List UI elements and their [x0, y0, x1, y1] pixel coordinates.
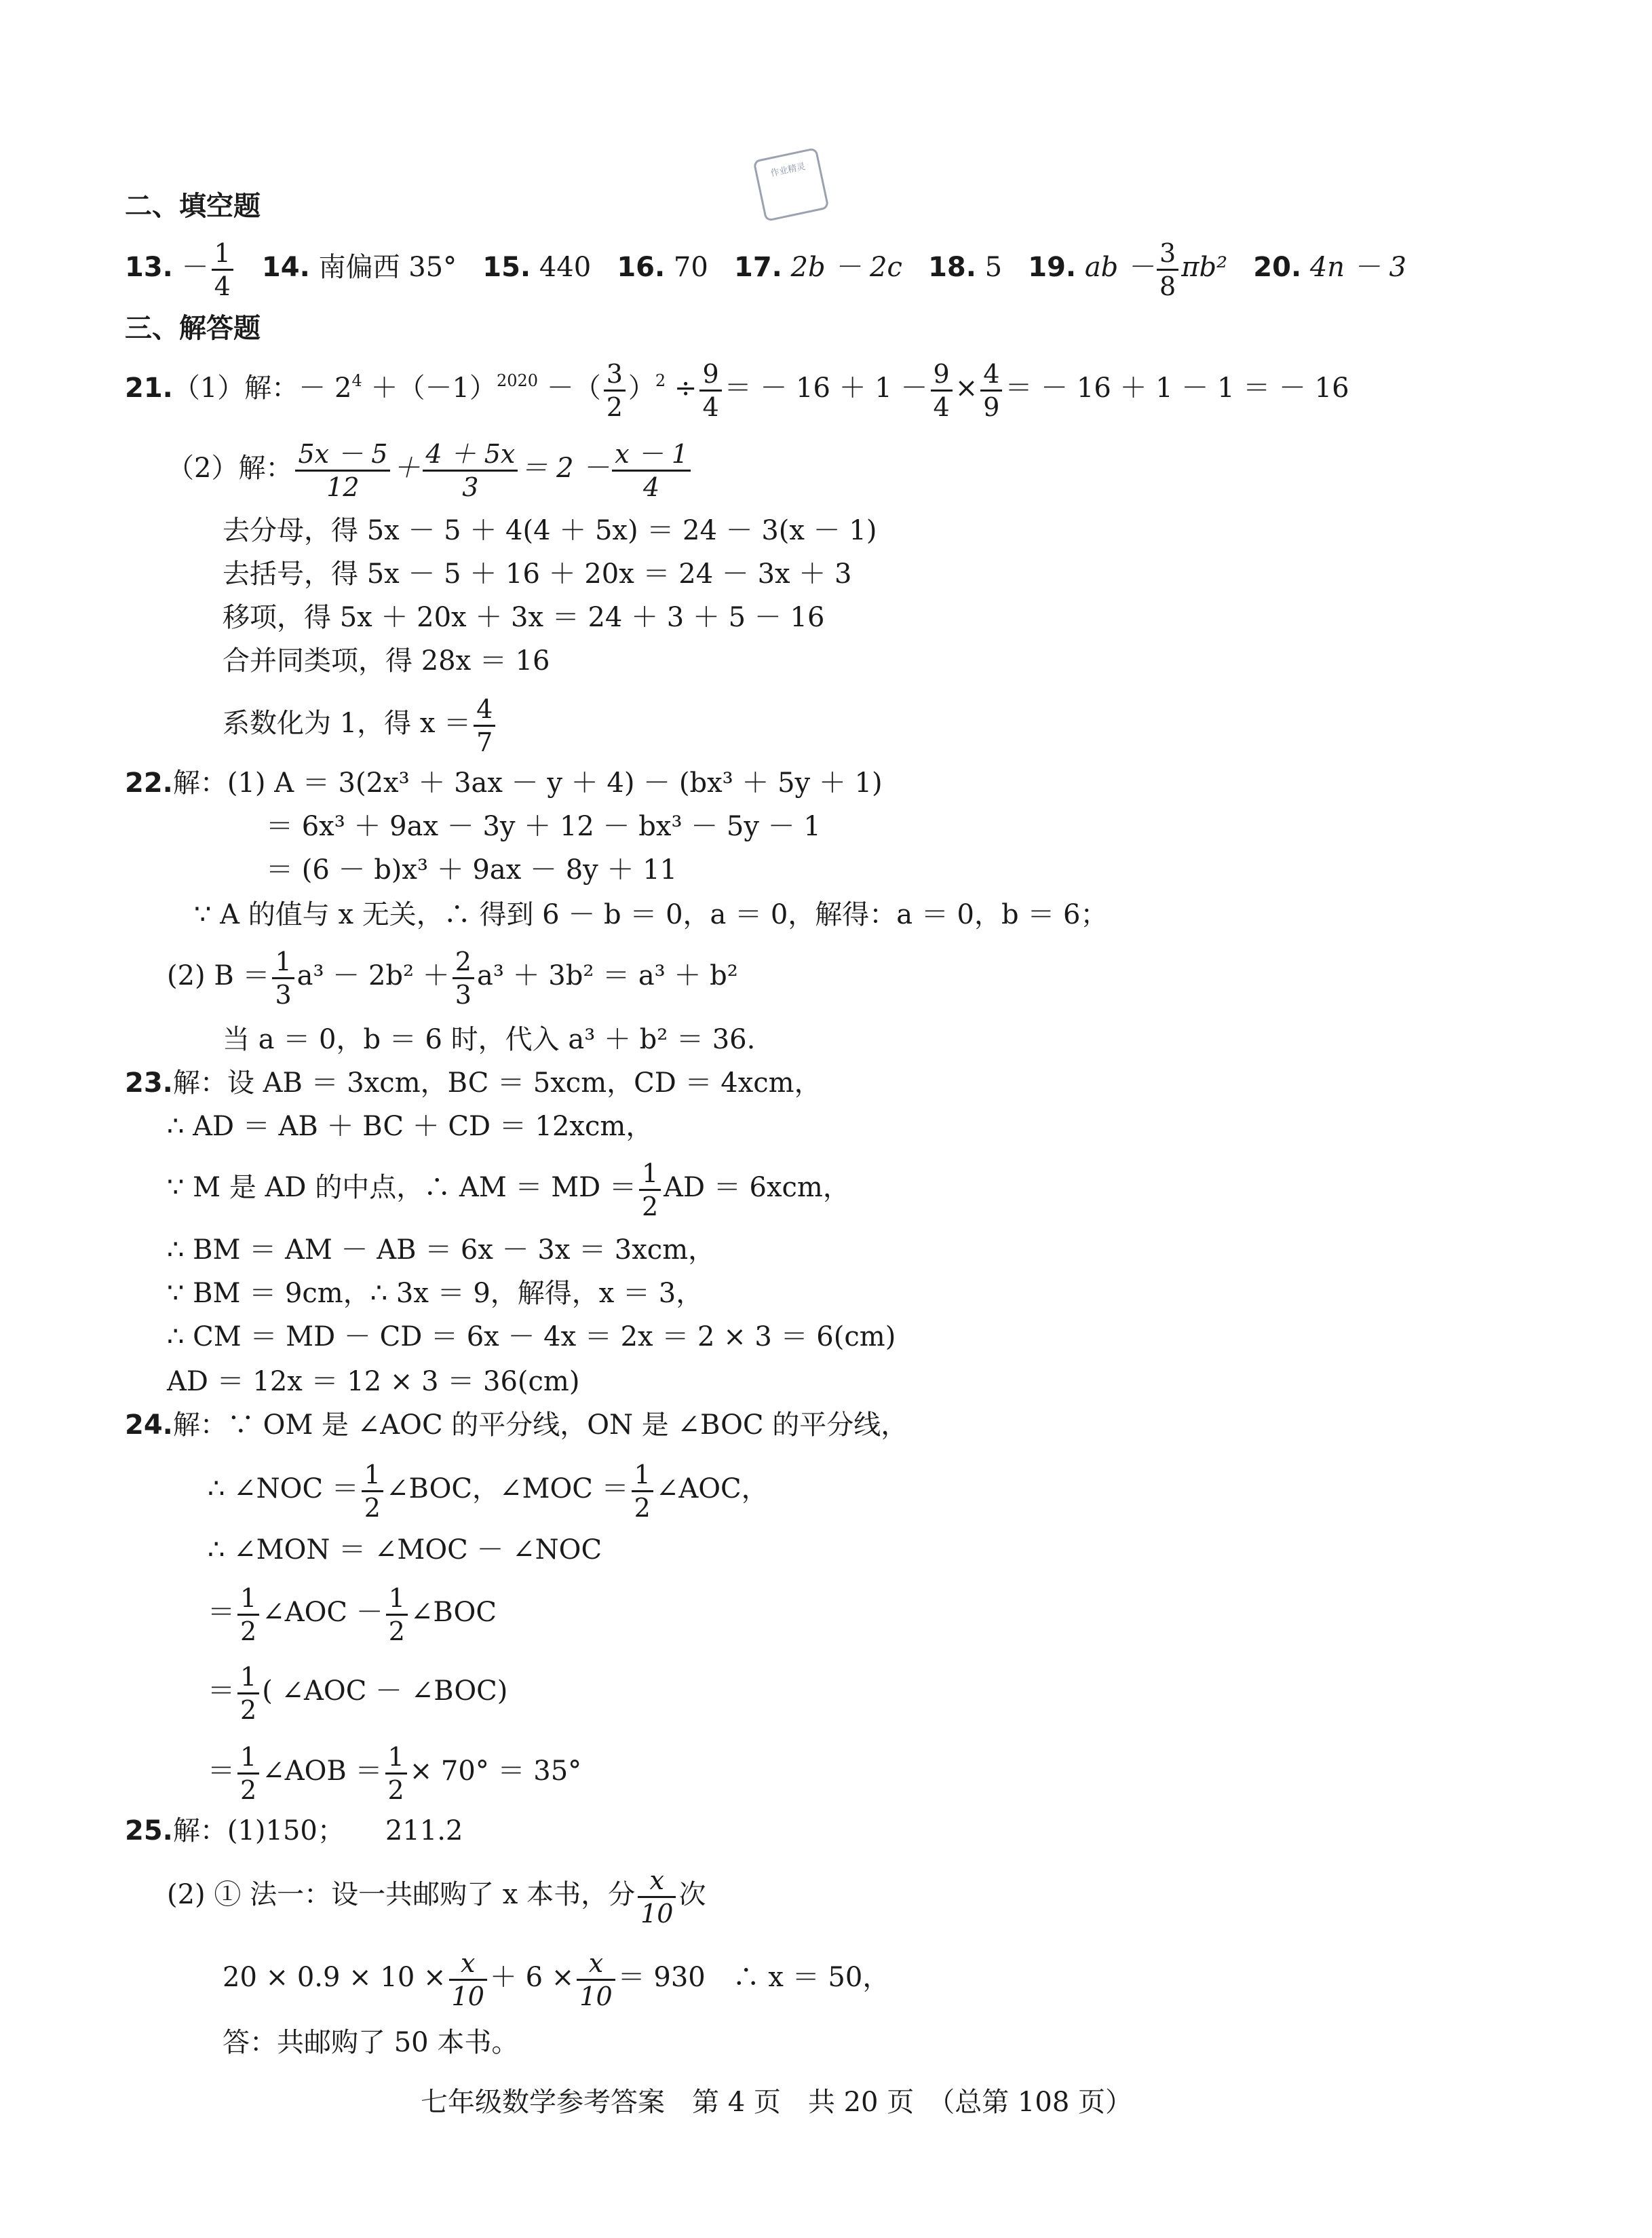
q24-l2-frac1	[362, 1459, 383, 1523]
q24-l6-frac1	[237, 1741, 259, 1806]
q18-label: 18.	[928, 252, 976, 283]
q21-step5-a: 系数化为 1，得 x ＝	[223, 708, 472, 739]
q25-l3-frac1-num: x	[449, 1948, 487, 1981]
q25-label: 25.	[125, 1815, 173, 1846]
q22-line2: ＝ 6x³ ＋ 9ax － 3y ＋ 12 － bx³ － 5y － 1	[266, 811, 821, 842]
q21-p1-frac1	[604, 358, 626, 423]
q22-line3: ＝ (6 － b)x³ ＋ 9ax － 8y ＋ 11	[266, 854, 678, 886]
q22-line4: ∵ A 的值与 x 无关，∴ 得到 6 － b ＝ 0，a ＝ 0，解得：a ＝ 0，b ＝ 6；	[194, 899, 1108, 930]
q24-l2-a: ∴ ∠NOC ＝	[208, 1473, 359, 1504]
q20-answer: 4n － 3	[1301, 252, 1406, 283]
q25-line3	[223, 1941, 889, 2014]
q25-l2-num: x	[638, 1865, 676, 1898]
q25-l3-frac1	[449, 1948, 487, 2012]
q21-part1	[125, 352, 1349, 425]
q24-l4-frac2-den: 2	[388, 1616, 405, 1646]
q21-step3: 移项，得 5x ＋ 20x ＋ 3x ＝ 24 ＋ 3 ＋ 5 － 16	[223, 602, 825, 633]
q24-l5-frac	[237, 1661, 259, 1726]
q24-l6-frac1-num: 1	[237, 1741, 259, 1775]
q19-num: 3	[1157, 238, 1178, 271]
q21-step5-frac	[474, 694, 495, 758]
q24-line4	[208, 1576, 497, 1649]
q21-p1-g: ×	[955, 373, 978, 404]
q17-answer: 2b － 2c	[782, 252, 902, 283]
q21-p1-frac2-den: 4	[702, 392, 719, 422]
q22-p2-a: (2) B ＝	[167, 960, 270, 991]
q24-l6-frac1-den: 2	[240, 1775, 257, 1805]
q25-l3-a: 20 × 0.9 × 10 ×	[223, 1962, 446, 1993]
q21-p1-frac3-num: 9	[931, 358, 953, 392]
q17-label: 17.	[733, 252, 782, 283]
q24-l6-frac2-den: 2	[387, 1775, 404, 1805]
q23-line1	[125, 1064, 822, 1102]
page-footer: 七年级数学参考答案 第 4 页 共 20 页 （总第 108 页）	[421, 2087, 1132, 2118]
q16-answer: 70	[665, 252, 708, 283]
q21-p1-e: ÷	[666, 373, 697, 404]
q22-l1: 解：(1) A ＝ 3(2x³ ＋ 3ax － y ＋ 4) － (bx³ ＋ 5y ＋ 1)	[172, 767, 883, 799]
q25-l2-frac	[638, 1865, 676, 1929]
q21-p1-frac1-den: 2	[606, 392, 623, 422]
q23-l3-den: 2	[641, 1191, 659, 1221]
q24-l5-frac-den: 2	[240, 1694, 257, 1725]
q21-label: 21.	[125, 373, 173, 404]
q24-l2-c: ∠AOC，	[655, 1473, 769, 1504]
q23-line6: ∴ CM ＝ MD － CD ＝ 6x － 4x ＝ 2x ＝ 2 × 3 ＝ 6(cm)	[167, 1321, 896, 1352]
q25-l2-b: 次	[678, 1879, 706, 1910]
q25-l2-a: (2) ① 法一：设一共邮购了 x 本书，分	[167, 1879, 636, 1910]
q24-l4-frac1	[237, 1582, 259, 1647]
q25-l3-frac2	[577, 1948, 615, 2012]
q24-l6-frac2-num: 1	[385, 1741, 407, 1775]
q23-l3-num: 1	[639, 1158, 661, 1191]
q21-part2	[167, 432, 693, 505]
q21-p1-h: ＝ － 16 ＋ 1 － 1 ＝ － 16	[1005, 373, 1349, 404]
q21-p2-frac1-den: 12	[326, 472, 360, 502]
q24-l5-a: ＝	[208, 1675, 235, 1707]
q24-l2-frac2-den: 2	[634, 1492, 651, 1523]
q21-p2-c: ＝ 2 －	[520, 453, 610, 484]
q21-p1-exp3: 2	[655, 371, 666, 390]
section-solve-heading: 三、解答题	[125, 313, 261, 344]
watermark-seal: 作业精灵	[752, 147, 829, 222]
q24-l4-c: ∠BOC	[410, 1597, 497, 1628]
q23-line7: AD ＝ 12x ＝ 12 × 3 ＝ 36(cm)	[167, 1366, 580, 1397]
q24-l2-frac2-num: 1	[632, 1459, 653, 1492]
q21-p1-frac4-den: 9	[983, 392, 1000, 422]
q24-l6-c: × 70° ＝ 35°	[409, 1756, 582, 1787]
q21-p1-frac3	[931, 358, 953, 423]
fill-answers-line	[125, 231, 1406, 304]
q22-line6: 当 a ＝ 0，b ＝ 6 时，代入 a³ ＋ b² ＝ 36.	[223, 1024, 756, 1055]
q21-p2-a: （2）解：	[167, 453, 293, 484]
q21-p2-frac2-num: 4 ＋ 5x	[423, 438, 518, 472]
q22-line1	[125, 764, 883, 802]
q23-line4: ∴ BM ＝ AM － AB ＝ 6x － 3x ＝ 3xcm，	[167, 1234, 716, 1266]
q23-line2: ∴ AD ＝ AB ＋ BC ＋ CD ＝ 12xcm，	[167, 1111, 653, 1142]
q21-p2-b: ＋	[393, 453, 421, 484]
q24-l4-a: ＝	[208, 1597, 235, 1628]
q23-line5: ∵ BM ＝ 9cm，∴ 3x ＝ 9，解得，x ＝ 3，	[167, 1278, 704, 1309]
q21-step5	[223, 687, 498, 760]
q21-p2-frac1-num: 5x － 5	[295, 438, 390, 472]
q24-l4-frac2	[386, 1582, 408, 1647]
q19-label: 19.	[1028, 252, 1077, 283]
q24-line6	[208, 1734, 581, 1808]
q22-p2-c: a³ ＋ 3b² ＝ a³ ＋ b²	[476, 960, 738, 991]
q21-p1-c: －（	[538, 373, 601, 404]
q24-label: 24.	[125, 1409, 173, 1441]
q21-p2-frac3-den: 4	[643, 472, 660, 502]
q24-line3: ∴ ∠MON ＝ ∠MOC － ∠NOC	[208, 1534, 602, 1566]
q23-l3-b: AD ＝ 6xcm，	[664, 1172, 850, 1203]
q24-line5	[208, 1654, 507, 1728]
q21-p1-a: （1）解：－ 2	[172, 373, 352, 404]
q13-den: 4	[214, 271, 231, 301]
q22-p2-frac1	[272, 946, 294, 1010]
q24-l4-b: ∠AOC －	[262, 1597, 383, 1628]
q21-step1: 去分母，得 5x － 5 ＋ 4(4 ＋ 5x) ＝ 24 － 3(x － 1)	[223, 515, 877, 546]
q21-p1-frac4	[980, 358, 1002, 423]
section-fill-heading: 二、填空题	[125, 191, 261, 222]
q21-p1-frac2-num: 9	[699, 358, 721, 392]
q13-label: 13.	[125, 252, 173, 283]
q24-line2	[208, 1452, 769, 1525]
q22-p2-frac2-den: 3	[455, 979, 472, 1010]
q25-line4: 答：共邮购了 50 本书。	[223, 2027, 519, 2058]
q24-l6-frac2	[385, 1741, 407, 1806]
q24-l2-frac1-num: 1	[362, 1459, 383, 1492]
q15-label: 15.	[482, 252, 531, 283]
q24-l1: 解：∵ OM 是 ∠AOC 的平分线，ON 是 ∠BOC 的平分线，	[172, 1409, 908, 1441]
q15-answer: 440	[531, 252, 592, 283]
q21-p2-frac1	[295, 438, 390, 503]
q21-p2-frac3	[612, 438, 691, 503]
q18-answer: 5	[976, 252, 1003, 283]
q24-l2-b: ∠BOC，∠MOC ＝	[385, 1473, 629, 1504]
q22-part2	[167, 939, 738, 1012]
q21-p2-frac2	[423, 438, 518, 503]
q19-den: 8	[1159, 271, 1176, 301]
q23-line3	[167, 1151, 850, 1224]
q13-fraction	[212, 238, 233, 302]
q22-p2-b: a³ － 2b² ＋	[296, 960, 450, 991]
q21-p1-f: ＝ － 16 ＋ 1 －	[724, 373, 928, 404]
q25-l3-b: ＋ 6 ×	[489, 1962, 575, 1993]
q25-l3-c: ＝ 930 ∴ x ＝ 50，	[617, 1962, 890, 1993]
q13-sign: －	[172, 252, 209, 283]
q21-step2: 去括号，得 5x － 5 ＋ 16 ＋ 20x ＝ 24 － 3x ＋ 3	[223, 558, 852, 590]
q21-p1-frac3-den: 4	[933, 392, 950, 422]
q24-l4-frac2-num: 1	[386, 1582, 408, 1616]
q23-label: 23.	[125, 1067, 173, 1099]
q25-l3-frac1-den: 10	[451, 1981, 484, 2011]
q21-step5-num: 4	[474, 694, 495, 727]
q25-line2	[167, 1858, 706, 1931]
q22-p2-frac1-num: 1	[272, 946, 294, 979]
q21-p2-frac2-den: 3	[462, 472, 479, 502]
q21-p1-frac1-num: 3	[604, 358, 626, 392]
q25-l3-frac2-den: 10	[579, 1981, 613, 2011]
q21-p1-b: ＋（－1）	[362, 373, 497, 404]
q24-l6-b: ∠AOB ＝	[262, 1756, 383, 1787]
q21-p1-frac4-num: 4	[980, 358, 1002, 392]
q23-l3-a: ∵ M 是 AD 的中点，∴ AM ＝ MD ＝	[167, 1172, 636, 1203]
q25-l2-den: 10	[640, 1898, 674, 1929]
q22-p2-frac1-den: 3	[275, 979, 292, 1010]
q21-step5-den: 7	[476, 727, 493, 757]
q19-part-b: πb²	[1181, 252, 1228, 283]
q24-line1	[125, 1406, 908, 1444]
q23-l1: 解：设 AB ＝ 3xcm，BC ＝ 5xcm，CD ＝ 4xcm，	[172, 1067, 822, 1099]
q21-step4: 合并同类项，得 28x ＝ 16	[223, 645, 550, 677]
q20-label: 20.	[1253, 252, 1302, 283]
q24-l4-frac1-den: 2	[240, 1616, 257, 1646]
q21-p1-exp2: 2020	[496, 371, 539, 390]
q21-p1-exp1: 4	[351, 371, 362, 390]
q21-p2-frac3-num: x － 1	[612, 438, 691, 472]
q14-answer: 南偏西 35°	[309, 252, 457, 283]
q24-l5-frac-num: 1	[237, 1661, 259, 1694]
q21-p1-frac2	[699, 358, 721, 423]
q24-l2-frac1-den: 2	[364, 1492, 381, 1523]
q16-label: 16.	[617, 252, 666, 283]
q25-l3-frac2-num: x	[577, 1948, 615, 1981]
q24-l4-frac1-num: 1	[237, 1582, 259, 1616]
q24-l6-a: ＝	[208, 1756, 235, 1787]
q23-l3-frac	[639, 1158, 661, 1222]
q24-l5-b: ( ∠AOC － ∠BOC)	[262, 1675, 508, 1707]
q24-l2-frac2	[632, 1459, 653, 1523]
q22-p2-frac2-num: 2	[453, 946, 474, 979]
q25-l1: 解：(1)150； 211.2	[172, 1815, 463, 1846]
q21-p1-d: ）	[628, 373, 655, 404]
q14-label: 14.	[261, 252, 310, 283]
q19-part-a: ab －	[1076, 252, 1154, 283]
q25-line1	[125, 1812, 463, 1850]
q22-p2-frac2	[453, 946, 474, 1010]
q19-fraction	[1157, 238, 1178, 302]
q22-label: 22.	[125, 767, 173, 799]
q13-num: 1	[212, 238, 233, 271]
